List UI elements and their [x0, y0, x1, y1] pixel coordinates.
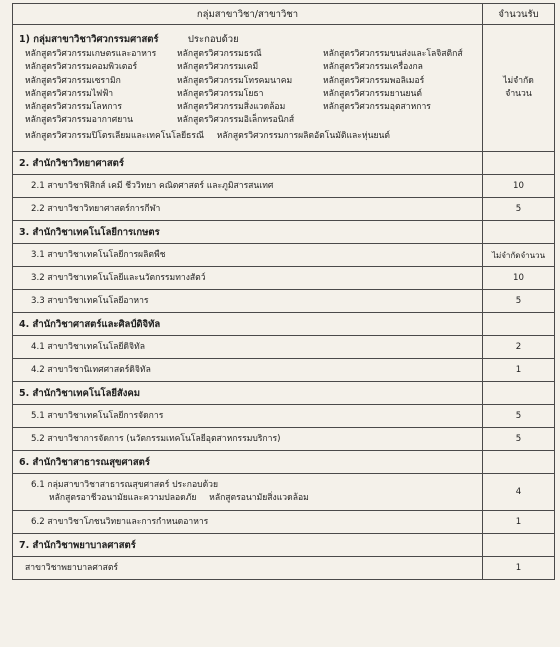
program-item: หลักสูตรวิศวกรรมพอลิเมอร์ [323, 75, 425, 86]
table-row [13, 267, 555, 290]
program-name [13, 474, 483, 511]
section-count-empty [483, 313, 555, 336]
engineering-program-grid [25, 48, 476, 127]
program-count: 5 [483, 405, 555, 428]
program-item: หลักสูตรวิศวกรรมอากาศยาน [25, 115, 133, 126]
program-count: 1 [483, 511, 555, 534]
program-item: หลักสูตรวิศวกรรมเกษตรและอาหาร [25, 49, 157, 60]
engineering-capacity-2: จำนวน [505, 89, 532, 99]
program-item: หลักสูตรวิศวกรรมเคมี [177, 62, 259, 73]
program-count: 2 [483, 336, 555, 359]
section-count-empty [483, 152, 555, 175]
program-name: 3.2 สาขาวิชาเทคโนโลยีและนวัตกรรมทางสัตว์ [13, 267, 483, 290]
table-row [13, 336, 555, 359]
program-item: หลักสูตรวิศวกรรมการผลิตอัตโนมัติและหุ่นยนต์ [216, 130, 390, 141]
table-row [13, 290, 555, 313]
engineering-program-wide-row [25, 130, 476, 143]
program-name: 2.2 สาขาวิชาวิทยาศาสตร์การกีฬา [13, 198, 483, 221]
program-item: หลักสูตรอาชีวอนามัยและความปลอดภัย [49, 493, 197, 503]
table-row [13, 405, 555, 428]
program-item: หลักสูตรวิศวกรรมโลหการ [25, 102, 122, 113]
program-item: หลักสูตรวิศวกรรมไฟฟ้า [25, 88, 114, 99]
engineering-title: 1) กลุ่มสาขาวิชาวิศวกรรมศาสตร์ [19, 34, 159, 46]
section-title: 5. สำนักวิชาเทคโนโลยีสังคม [13, 382, 483, 405]
section-row [13, 152, 555, 175]
section-row [13, 221, 555, 244]
section-title: 7. สำนักวิชาพยาบาลศาสตร์ [13, 534, 483, 557]
section-row [13, 534, 555, 557]
program-item: หลักสูตรวิศวกรรมธรณี [177, 49, 262, 60]
section-count-empty [483, 534, 555, 557]
table-row [13, 428, 555, 451]
engineering-row [13, 25, 555, 152]
table-row [13, 244, 555, 267]
program-item: หลักสูตรวิศวกรรมเครื่องกล [323, 62, 423, 73]
program-count: 5 [483, 290, 555, 313]
public-health-group-programs [31, 492, 476, 505]
admission-quota-table [12, 3, 555, 580]
table-row [13, 175, 555, 198]
program-item: หลักสูตรวิศวกรรมอิเล็กทรอนิกส์ [177, 115, 295, 126]
program-count: 5 [483, 198, 555, 221]
table-row [13, 557, 555, 580]
program-item: หลักสูตรอนามัยสิ่งแวดล้อม [209, 493, 309, 503]
program-count: 10 [483, 175, 555, 198]
section-row [13, 313, 555, 336]
public-health-group-title: 6.1 กลุ่มสาขาวิชาสาธารณสุขศาสตร์ ประกอบด้วย [31, 480, 219, 490]
program-name: 5.1 สาขาวิชาเทคโนโลยีการจัดการ [13, 405, 483, 428]
program-count: 5 [483, 428, 555, 451]
program-item: หลักสูตรวิศวกรรมอุตสาหการ [323, 102, 431, 113]
engineering-capacity-1: ไม่จำกัด [503, 76, 534, 86]
program-item: หลักสูตรวิศวกรรมยานยนต์ [323, 88, 423, 99]
program-name: 5.2 สาขาวิชาการจัดการ (นวัตกรรมเทคโนโลยีอุตสาหกรรมบริการ) [13, 428, 483, 451]
program-count: 4 [483, 474, 555, 511]
program-name: 3.3 สาขาวิชาเทคโนโลยีอาหาร [13, 290, 483, 313]
table-row [13, 511, 555, 534]
program-count: ไม่จำกัดจำนวน [483, 244, 555, 267]
section-title: 3. สำนักวิชาเทคโนโลยีการเกษตร [13, 221, 483, 244]
program-item: หลักสูตรวิศวกรรมคอมพิวเตอร์ [25, 62, 138, 73]
engineering-programs-cell [13, 25, 483, 152]
section-title: 2. สำนักวิชาวิทยาศาสตร์ [13, 152, 483, 175]
program-count: 1 [483, 359, 555, 382]
table-row [13, 198, 555, 221]
program-name: 4.1 สาขาวิชาเทคโนโลยีดิจิทัล [13, 336, 483, 359]
table-header-row [13, 4, 555, 25]
program-item: หลักสูตรวิศวกรรมโทรคมนาคม [177, 75, 293, 86]
section-title: 4. สำนักวิชาศาสตร์และศิลป์ดิจิทัล [13, 313, 483, 336]
program-item: หลักสูตรวิศวกรรมเซรามิก [25, 75, 121, 86]
table-row [13, 474, 555, 511]
section-row [13, 451, 555, 474]
section-count-empty [483, 451, 555, 474]
section-count-empty [483, 221, 555, 244]
program-name: สาขาวิชาพยาบาลศาสตร์ [13, 557, 483, 580]
header-program: กลุ่มสาขาวิชา/สาขาวิชา [13, 4, 483, 25]
header-count: จำนวนรับ [483, 4, 555, 25]
program-name: 3.1 สาขาวิชาเทคโนโลยีการผลิตพืช [13, 244, 483, 267]
program-item: หลักสูตรวิศวกรรมโยธา [177, 88, 264, 99]
section-title: 6. สำนักวิชาสาธารณสุขศาสตร์ [13, 451, 483, 474]
program-item: หลักสูตรวิศวกรรมขนส่งและโลจิสติกส์ [323, 49, 463, 60]
section-row [13, 382, 555, 405]
program-count: 10 [483, 267, 555, 290]
program-item [323, 114, 479, 127]
program-item: หลักสูตรวิศวกรรมสิ่งแวดล้อม [177, 102, 286, 113]
section-count-empty [483, 382, 555, 405]
program-item: หลักสูตรวิศวกรรมปิโตรเลียมและเทคโนโลยีธรณี [25, 130, 204, 141]
engineering-note: ประกอบด้วย [187, 34, 239, 46]
table-row [13, 359, 555, 382]
program-count: 1 [483, 557, 555, 580]
program-name: 6.2 สาขาวิชาโภชนวิทยาและการกำหนดอาหาร [13, 511, 483, 534]
engineering-heading [19, 33, 476, 46]
engineering-count-cell [483, 25, 555, 152]
program-name: 4.2 สาขาวิชานิเทศศาสตร์ดิจิทัล [13, 359, 483, 382]
program-name: 2.1 สาขาวิชาฟิสิกส์ เคมี ชีววิทยา คณิตศาสตร์ และภูมิสารสนเทศ [13, 175, 483, 198]
